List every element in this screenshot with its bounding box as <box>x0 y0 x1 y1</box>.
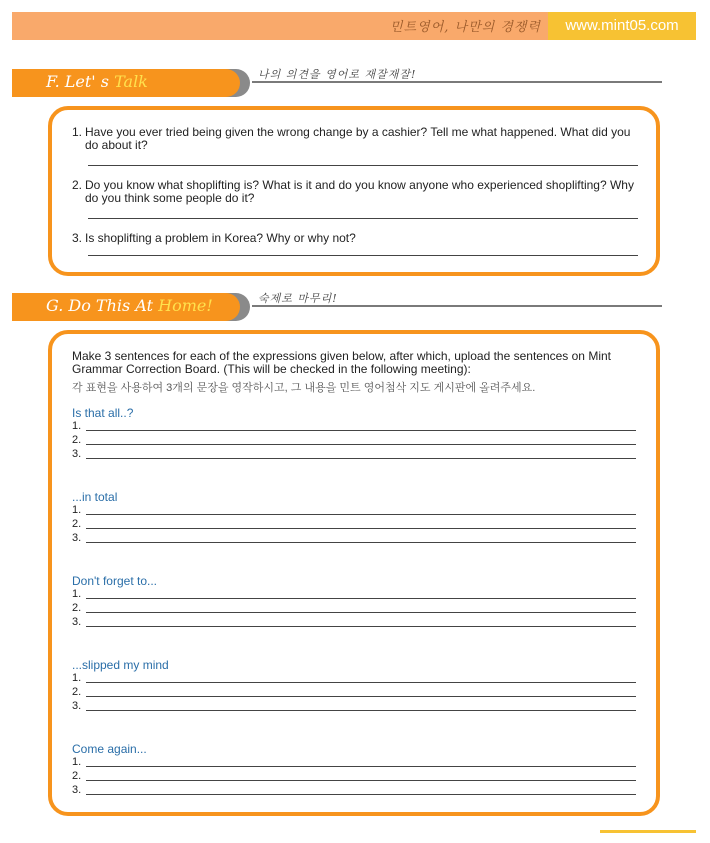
sentence-row <box>72 518 642 532</box>
sentence-row <box>72 784 642 798</box>
answer-line[interactable] <box>88 165 638 166</box>
answer-line[interactable] <box>88 255 638 256</box>
sentence-row <box>72 770 642 784</box>
expression-title: ...slipped my mind <box>72 658 169 672</box>
question-number: 1. <box>72 125 83 139</box>
section-f-note: 나의 의견을 영어로 재잘재잘! <box>258 68 417 81</box>
sentence-number: 2. <box>72 434 82 446</box>
section-g-note: 숙제로 마무리! <box>258 292 338 305</box>
sentence-row <box>72 532 642 546</box>
sentence-line[interactable] <box>86 766 636 767</box>
expression-title: Don't forget to... <box>72 574 158 588</box>
sentence-line[interactable] <box>86 780 636 781</box>
sentence-number: 2. <box>72 602 82 614</box>
sentence-number: 2. <box>72 686 82 698</box>
sentence-number: 1. <box>72 672 82 684</box>
question-item <box>72 179 642 205</box>
section-f-tab <box>12 69 252 97</box>
question-number: 3. <box>72 231 83 245</box>
header-site-url[interactable]: www.mint05.com <box>548 12 696 40</box>
sentence-number: 3. <box>72 784 82 796</box>
footer-accent-line <box>600 830 696 833</box>
sentence-row <box>72 700 642 714</box>
question-item <box>72 232 642 245</box>
sentence-line[interactable] <box>86 514 636 515</box>
header-slogan: 민트영어, 나만의 경쟁력 <box>390 20 541 35</box>
sentence-line[interactable] <box>86 682 636 683</box>
expression-title: Come again... <box>72 742 147 756</box>
sentence-number: 1. <box>72 588 82 600</box>
sentence-row <box>72 616 642 630</box>
sentence-line[interactable] <box>86 612 636 613</box>
sentence-line[interactable] <box>86 598 636 599</box>
question-number: 2. <box>72 178 83 192</box>
homework-box <box>48 330 660 816</box>
sentence-number: 2. <box>72 770 82 782</box>
sentence-line[interactable] <box>86 458 636 459</box>
sentence-number: 3. <box>72 616 82 628</box>
sentence-number: 1. <box>72 504 82 516</box>
sentence-row <box>72 602 642 616</box>
sentence-number: 1. <box>72 420 82 432</box>
section-f-title <box>46 72 148 91</box>
homework-instructions: Make 3 sentences for each of the expressions given below, after which, upload the sentences on Mint Grammar Correction Board. (This will be checked in the following meeting): <box>72 349 611 376</box>
question-text: Is shoplifting a problem in Korea? Why or why not? <box>85 231 356 245</box>
header-bar <box>12 12 696 40</box>
section-g-title <box>46 296 213 315</box>
sentence-line[interactable] <box>86 444 636 445</box>
sentence-number: 3. <box>72 700 82 712</box>
sentence-line[interactable] <box>86 528 636 529</box>
expression-title: Is that all..? <box>72 406 134 420</box>
sentence-line[interactable] <box>86 542 636 543</box>
sentence-row <box>72 448 642 462</box>
sentence-line[interactable] <box>86 794 636 795</box>
sentence-number: 1. <box>72 756 82 768</box>
expression-title: ...in total <box>72 490 118 504</box>
question-item <box>72 126 642 152</box>
section-g-tab <box>12 293 252 321</box>
question-text: Have you ever tried being given the wrong change by a cashier? Tell me what happened. What did you do about it? <box>85 125 631 152</box>
section-f-title-prefix: F. Let' s <box>46 72 115 91</box>
sentence-line[interactable] <box>86 710 636 711</box>
section-g-title-prefix: G. Do This At <box>46 296 159 315</box>
answer-line[interactable] <box>88 218 638 219</box>
sentence-row <box>72 434 642 448</box>
sentence-number: 3. <box>72 532 82 544</box>
sentence-line[interactable] <box>86 626 636 627</box>
sentence-row <box>72 686 642 700</box>
sentence-line[interactable] <box>86 696 636 697</box>
sentence-number: 3. <box>72 448 82 460</box>
sentence-row <box>72 504 642 518</box>
section-g-title-accent: Home! <box>158 296 213 315</box>
section-f-title-accent: Talk <box>114 72 148 91</box>
sentence-row <box>72 756 642 770</box>
question-text: Do you know what shoplifting is? What is it and do you know anyone who experienced shoplifting? Why do you think some people do it? <box>85 178 634 205</box>
sentence-row <box>72 588 642 602</box>
sentence-line[interactable] <box>86 430 636 431</box>
sentence-row <box>72 672 642 686</box>
homework-instructions-korean: 각 표현을 사용하여 3개의 문장을 영작하시고, 그 내용을 민트 영어첨삭 지도 게시판에 올려주세요. <box>72 382 536 394</box>
sentence-row <box>72 420 642 434</box>
sentence-number: 2. <box>72 518 82 530</box>
talk-questions-box <box>48 106 660 276</box>
